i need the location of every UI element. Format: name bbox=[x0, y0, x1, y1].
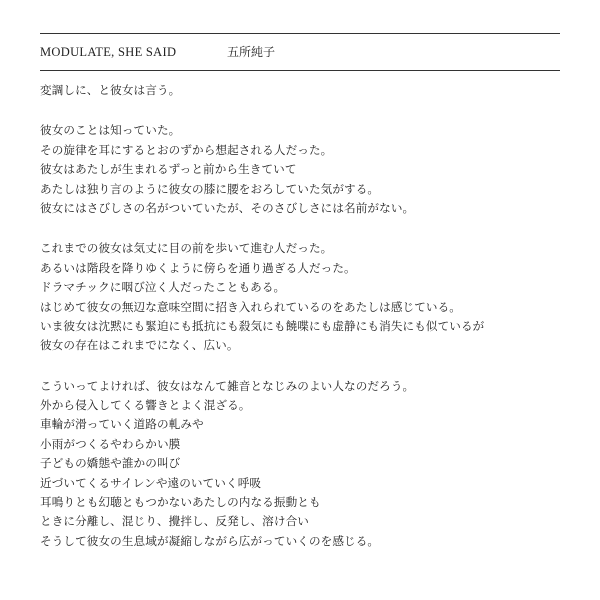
author-name: 五所純子 bbox=[227, 45, 276, 59]
text-line: あたしは独り言のように彼女の膝に腰をおろしていた気がする。 bbox=[40, 181, 380, 196]
text-line: これまでの彼女は気丈に目の前を歩いて進む人だった。 bbox=[40, 241, 333, 256]
text-line: 彼女のことは知っていた。 bbox=[40, 123, 181, 138]
text-line: 車輪が滑っていく道路の軋みや bbox=[40, 417, 204, 432]
paragraph bbox=[40, 81, 565, 100]
text-line: そうして彼女の生息域が凝縮しながら広がっていくのを感じる。 bbox=[40, 533, 380, 548]
paragraph bbox=[40, 377, 565, 552]
paragraph bbox=[40, 239, 565, 355]
text-line: こういってよければ、彼女はなんて雑音となじみのよい人なのだろう。 bbox=[40, 378, 415, 393]
paragraph bbox=[40, 121, 565, 218]
text-line: いま彼女は沈黙にも緊迫にも抵抗にも殺気にも饒喋にも虚静にも消失にも似ているが bbox=[40, 318, 485, 333]
text-line: 彼女にはさびしさの名がついていたが、そのさびしさには名前がない。 bbox=[40, 200, 415, 215]
text-line: はじめて彼女の無辺な意味空間に招き入れられているのをあたしは感じている。 bbox=[40, 299, 461, 314]
page-title: MODULATE, SHE SAID bbox=[40, 45, 177, 59]
text-line: 変調しに、と彼女は言う。 bbox=[40, 83, 181, 97]
text-line: ときに分離し、混じり、攪拌し、反発し、溶け合い bbox=[40, 514, 309, 529]
text-line: あるいは階段を降りゆくように傍らを通り過ぎる人だった。 bbox=[40, 260, 356, 275]
text-line: 外から侵入してくる響きとよく混ざる。 bbox=[40, 398, 251, 413]
bottom-rule bbox=[40, 70, 560, 71]
text-line: 子どもの嬌態や誰かの叫び bbox=[40, 456, 181, 471]
text-line: ドラマチックに咽び泣く人だったこともある。 bbox=[40, 280, 286, 295]
text-line: 近づいてくるサイレンや遠のいていく呼吸 bbox=[40, 475, 262, 490]
text-line: 耳鳴りとも幻聴ともつかないあたしの内なる振動とも bbox=[40, 495, 321, 510]
text-line: 小雨がつくるやわらかい膜 bbox=[40, 436, 181, 451]
top-rule bbox=[40, 33, 560, 34]
page-header bbox=[40, 43, 560, 61]
text-line: 彼女はあたしが生まれるずっと前から生きていて bbox=[40, 162, 297, 177]
text-line: 彼女の存在はこれまでになく、広い。 bbox=[40, 338, 239, 353]
poem-body bbox=[40, 81, 565, 551]
text-line: その旋律を耳にするとおのずから想起される人だった。 bbox=[40, 142, 333, 157]
